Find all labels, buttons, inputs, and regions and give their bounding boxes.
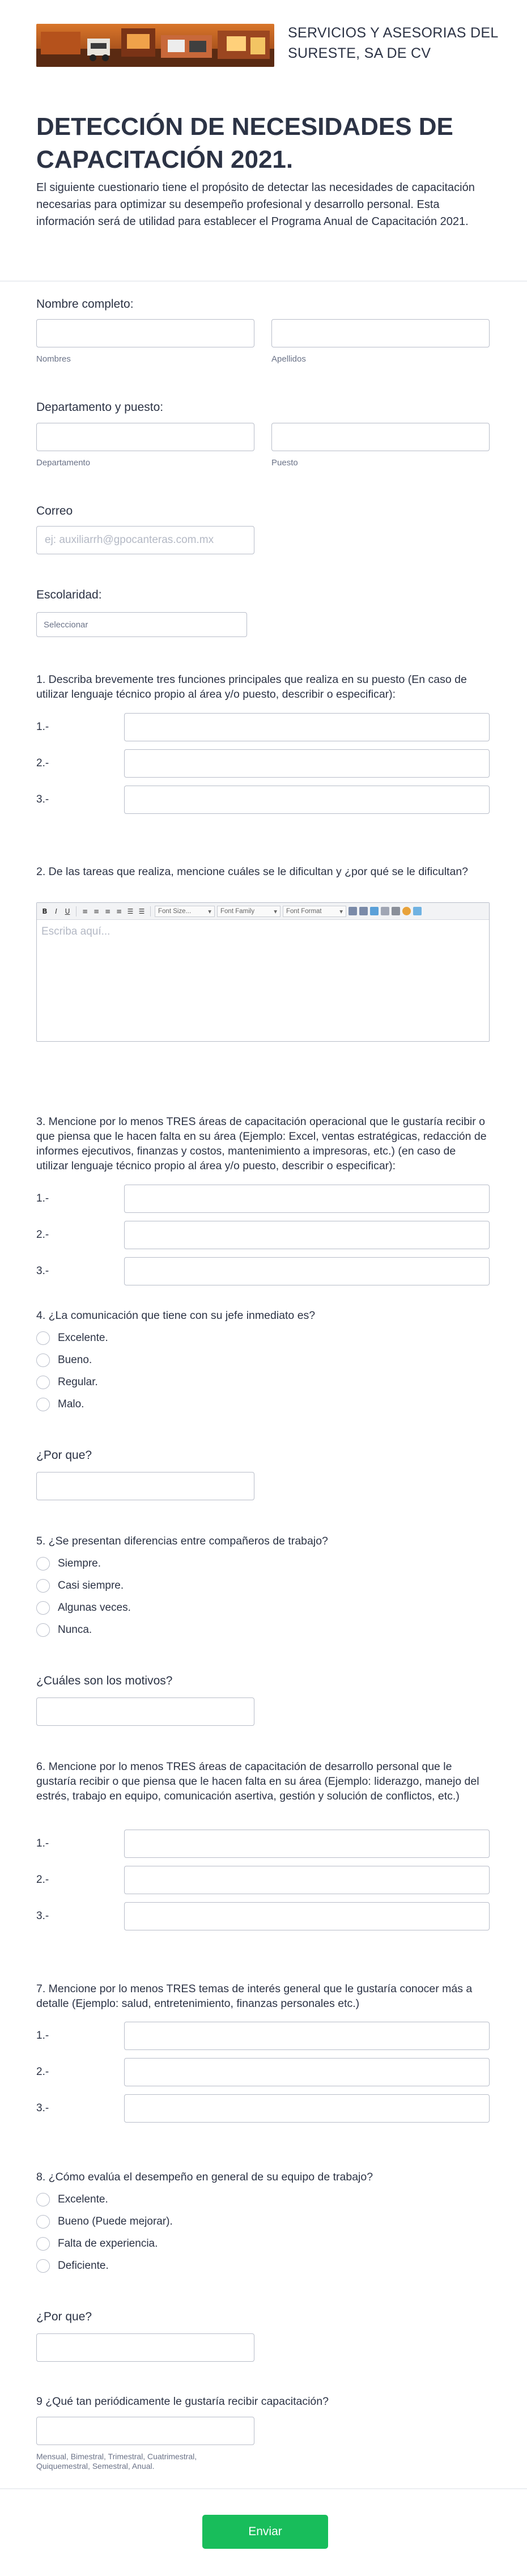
last-name-input[interactable]: [271, 319, 490, 347]
q4-question: 4. ¿La comunicación que tiene con su jefe inmediato es?: [36, 1309, 316, 1322]
q5-why-label: ¿Cuáles son los motivos?: [36, 1674, 173, 1687]
radio-button[interactable]: [36, 2259, 50, 2273]
q1-question: 1. Describa brevemente tres funciones principales que realiza en su puesto (En caso de utilizar lenguaje técnico propio al área y/o puesto, describir o especificar):: [36, 673, 467, 701]
q4-option-4[interactable]: [36, 1398, 84, 1411]
q5-question: 5. ¿Se presentan diferencias entre compañeros de trabajo?: [36, 1535, 328, 1547]
email-label: Correo: [36, 504, 73, 517]
company-logo-image: [36, 24, 274, 67]
q8-question: 8. ¿Cómo evalúa el desempeño en general de su equipo de trabajo?: [36, 2171, 373, 2183]
chevron-down-icon: ▾: [208, 908, 211, 915]
q5-option-1[interactable]: [36, 1557, 101, 1571]
q7-answer-3-input[interactable]: [124, 2094, 490, 2123]
unlink-icon[interactable]: [381, 907, 389, 915]
schooling-label: Escolaridad:: [36, 588, 102, 601]
q1-number-3: 3.-: [36, 793, 49, 805]
q6-answer-1-input[interactable]: [124, 1830, 490, 1858]
job-title-input[interactable]: [271, 423, 490, 451]
q2-rich-text-editor[interactable]: [36, 902, 490, 1042]
indent-icon[interactable]: [359, 907, 368, 915]
radio-button[interactable]: [36, 1353, 50, 1367]
toolbar-separator: [150, 906, 151, 916]
q7-number-2: 2.-: [36, 2066, 49, 2078]
radio-button[interactable]: [36, 1623, 50, 1637]
align-center-icon[interactable]: ≡: [93, 907, 100, 915]
q9-frequency-input[interactable]: [36, 2417, 254, 2445]
q6-answer-3-input[interactable]: [124, 1902, 490, 1930]
numbered-list-icon[interactable]: ☰: [138, 907, 145, 915]
q8-option-3-label: Falta de experiencia.: [58, 2238, 158, 2250]
q4-option-1[interactable]: [36, 1331, 108, 1345]
q8-why-input[interactable]: [36, 2333, 254, 2362]
q8-option-4-label: Deficiente.: [58, 2260, 109, 2272]
editor-toolbar: [37, 903, 489, 920]
q3-answer-3-input[interactable]: [124, 1257, 490, 1285]
q3-number-2: 2.-: [36, 1229, 49, 1241]
q1-number-1: 1.-: [36, 721, 49, 733]
q5-option-3[interactable]: [36, 1601, 131, 1615]
q7-answer-2-input[interactable]: [124, 2058, 490, 2086]
q9-question: 9 ¿Qué tan periódicamente le gustaría recibir capacitación?: [36, 2395, 329, 2408]
submit-section: [0, 2488, 527, 2576]
font-size-select-label: Font Size...: [158, 907, 192, 915]
q1-answer-1-input[interactable]: [124, 713, 490, 741]
q3-answer-2-input[interactable]: [124, 1221, 490, 1249]
department-input[interactable]: [36, 423, 254, 451]
q7-number-1: 1.-: [36, 2030, 49, 2042]
q4-option-2-label: Bueno.: [58, 1354, 92, 1366]
header-divider: [0, 281, 527, 282]
align-left-icon[interactable]: ≡: [82, 907, 88, 915]
bullet-list-icon[interactable]: ☰: [127, 907, 134, 915]
form-title: DETECCIÓN DE NECESIDADES DE CAPACITACIÓN 2021.: [36, 113, 453, 173]
radio-button[interactable]: [36, 2193, 50, 2206]
italic-icon[interactable]: I: [55, 907, 57, 915]
radio-button[interactable]: [36, 1376, 50, 1389]
q7-answer-1-input[interactable]: [124, 2022, 490, 2050]
q4-why-input[interactable]: [36, 1472, 254, 1500]
font-family-select-label: Font Family: [220, 907, 255, 915]
q6-number-3: 3.-: [36, 1910, 49, 1922]
q8-option-1-label: Excelente.: [58, 2193, 108, 2205]
radio-button[interactable]: [36, 1579, 50, 1593]
font-format-select-label: Font Format: [286, 907, 322, 915]
q6-question: 6. Mencione por lo menos TRES áreas de capacitación de desarrollo personal que le gustaría recibir o que piensa que le hacen falta en su área (Ejemplo: liderazgo, manejo del estrés, trabajo en equipo, comunicación asertiva, gestión y solución de conflictos, etc.): [36, 1760, 479, 1802]
chevron-down-icon: ▾: [274, 908, 277, 915]
job-title-sublabel: Puesto: [271, 458, 298, 468]
q8-option-2[interactable]: [36, 2215, 173, 2229]
radio-button[interactable]: [36, 2237, 50, 2251]
q6-number-2: 2.-: [36, 1874, 49, 1886]
q4-option-1-label: Excelente.: [58, 1332, 108, 1344]
q3-number-1: 1.-: [36, 1192, 49, 1204]
q5-option-3-label: Algunas veces.: [58, 1602, 131, 1614]
q3-number-3: 3.-: [36, 1265, 49, 1277]
q8-option-3[interactable]: [36, 2237, 158, 2251]
bold-icon[interactable]: B: [42, 907, 48, 915]
q2-editor-placeholder[interactable]: Escriba aquí...: [41, 926, 110, 937]
radio-button[interactable]: [36, 2215, 50, 2229]
submit-button[interactable]: Enviar: [202, 2515, 328, 2549]
first-name-input[interactable]: [36, 319, 254, 347]
q5-option-4[interactable]: [36, 1623, 92, 1637]
radio-button[interactable]: [36, 1398, 50, 1411]
last-name-sublabel: Apellidos: [271, 354, 306, 364]
q4-option-3[interactable]: [36, 1376, 98, 1389]
q5-option-2[interactable]: [36, 1579, 124, 1593]
anchor-icon[interactable]: [392, 907, 400, 915]
q8-why-label: ¿Por que?: [36, 2310, 92, 2323]
q6-answer-2-input[interactable]: [124, 1866, 490, 1894]
q9-hint: Mensual, Bimestral, Trimestral, Cuatrimestral, Quiquemestral, Semestral, Anual.: [36, 2452, 197, 2471]
department-sublabel: Departamento: [36, 458, 91, 468]
radio-button[interactable]: [36, 1331, 50, 1345]
company-name: SERVICIOS Y ASESORIAS DEL SURESTE, SA DE CV: [288, 25, 498, 61]
q8-option-4[interactable]: [36, 2259, 109, 2273]
chevron-down-icon: ▾: [339, 908, 343, 915]
first-name-sublabel: Nombres: [36, 354, 71, 364]
form-header: [0, 0, 527, 74]
font-format-select[interactable]: [283, 906, 346, 917]
q5-why-input[interactable]: [36, 1697, 254, 1726]
q1-number-2: 2.-: [36, 757, 49, 769]
align-right-icon[interactable]: ≡: [104, 907, 111, 915]
q3-answer-1-input[interactable]: [124, 1185, 490, 1213]
q1-answer-2-input[interactable]: [124, 749, 490, 778]
underline-icon[interactable]: U: [65, 907, 70, 915]
q2-question: 2. De las tareas que realiza, mencione cuáles se le dificultan y ¿por qué se le dificultan?: [36, 865, 469, 878]
q1-answer-3-input[interactable]: [124, 786, 490, 814]
q4-option-3-label: Regular.: [58, 1376, 98, 1388]
link-icon[interactable]: [370, 907, 379, 915]
font-size-select[interactable]: [155, 906, 215, 917]
form-description: El siguiente cuestionario tiene el propósito de detectar las necesidades de capacitación necesarias para optimizar su desempeño profesional y desarrollo personal. Esta información será de utilidad para establecer el Programa Anual de Capacitación 2021.: [36, 181, 475, 228]
radio-button[interactable]: [36, 1557, 50, 1571]
outdent-icon[interactable]: [348, 907, 357, 915]
q7-number-3: 3.-: [36, 2102, 49, 2114]
font-family-select[interactable]: [217, 906, 280, 917]
full-name-label: Nombre completo:: [36, 298, 134, 311]
align-justify-icon[interactable]: ≡: [116, 907, 122, 915]
image-icon[interactable]: [413, 907, 422, 915]
q4-why-label: ¿Por que?: [36, 1449, 92, 1462]
department-label: Departamento y puesto:: [36, 401, 164, 414]
q8-option-2-label: Bueno (Puede mejorar).: [58, 2216, 173, 2227]
q4-option-4-label: Malo.: [58, 1398, 84, 1410]
schooling-select[interactable]: Seleccionar: [36, 612, 247, 637]
q3-question: 3. Mencione por lo menos TRES áreas de capacitación operacional que le gustaría recibir o que piensa que le hacen falta en su área (Ejemplo: Excel, ventas estratégicas, redacción de informes ejecutivos, finanzas y costos, mantenimiento a impresoras, etc.) (en caso de utilizar lenguaje técnico propio al área y/o puesto, describir o especificar):: [36, 1115, 487, 1172]
q5-option-1-label: Siempre.: [58, 1558, 101, 1569]
q5-option-4-label: Nunca.: [58, 1624, 92, 1636]
q8-option-1[interactable]: [36, 2193, 108, 2206]
q4-option-2[interactable]: [36, 1353, 92, 1367]
q6-number-1: 1.-: [36, 1837, 49, 1849]
q7-question: 7. Mencione por lo menos TRES temas de interés general que le gustaría conocer más a detalle (Ejemplo: salud, entretenimiento, finanzas personales etc.): [36, 1983, 473, 2010]
email-input[interactable]: ej: auxiliarrh@gpocanteras.com.mx: [36, 526, 254, 554]
emoticon-icon[interactable]: [402, 907, 411, 915]
radio-button[interactable]: [36, 1601, 50, 1615]
q5-option-2-label: Casi siempre.: [58, 1580, 124, 1592]
